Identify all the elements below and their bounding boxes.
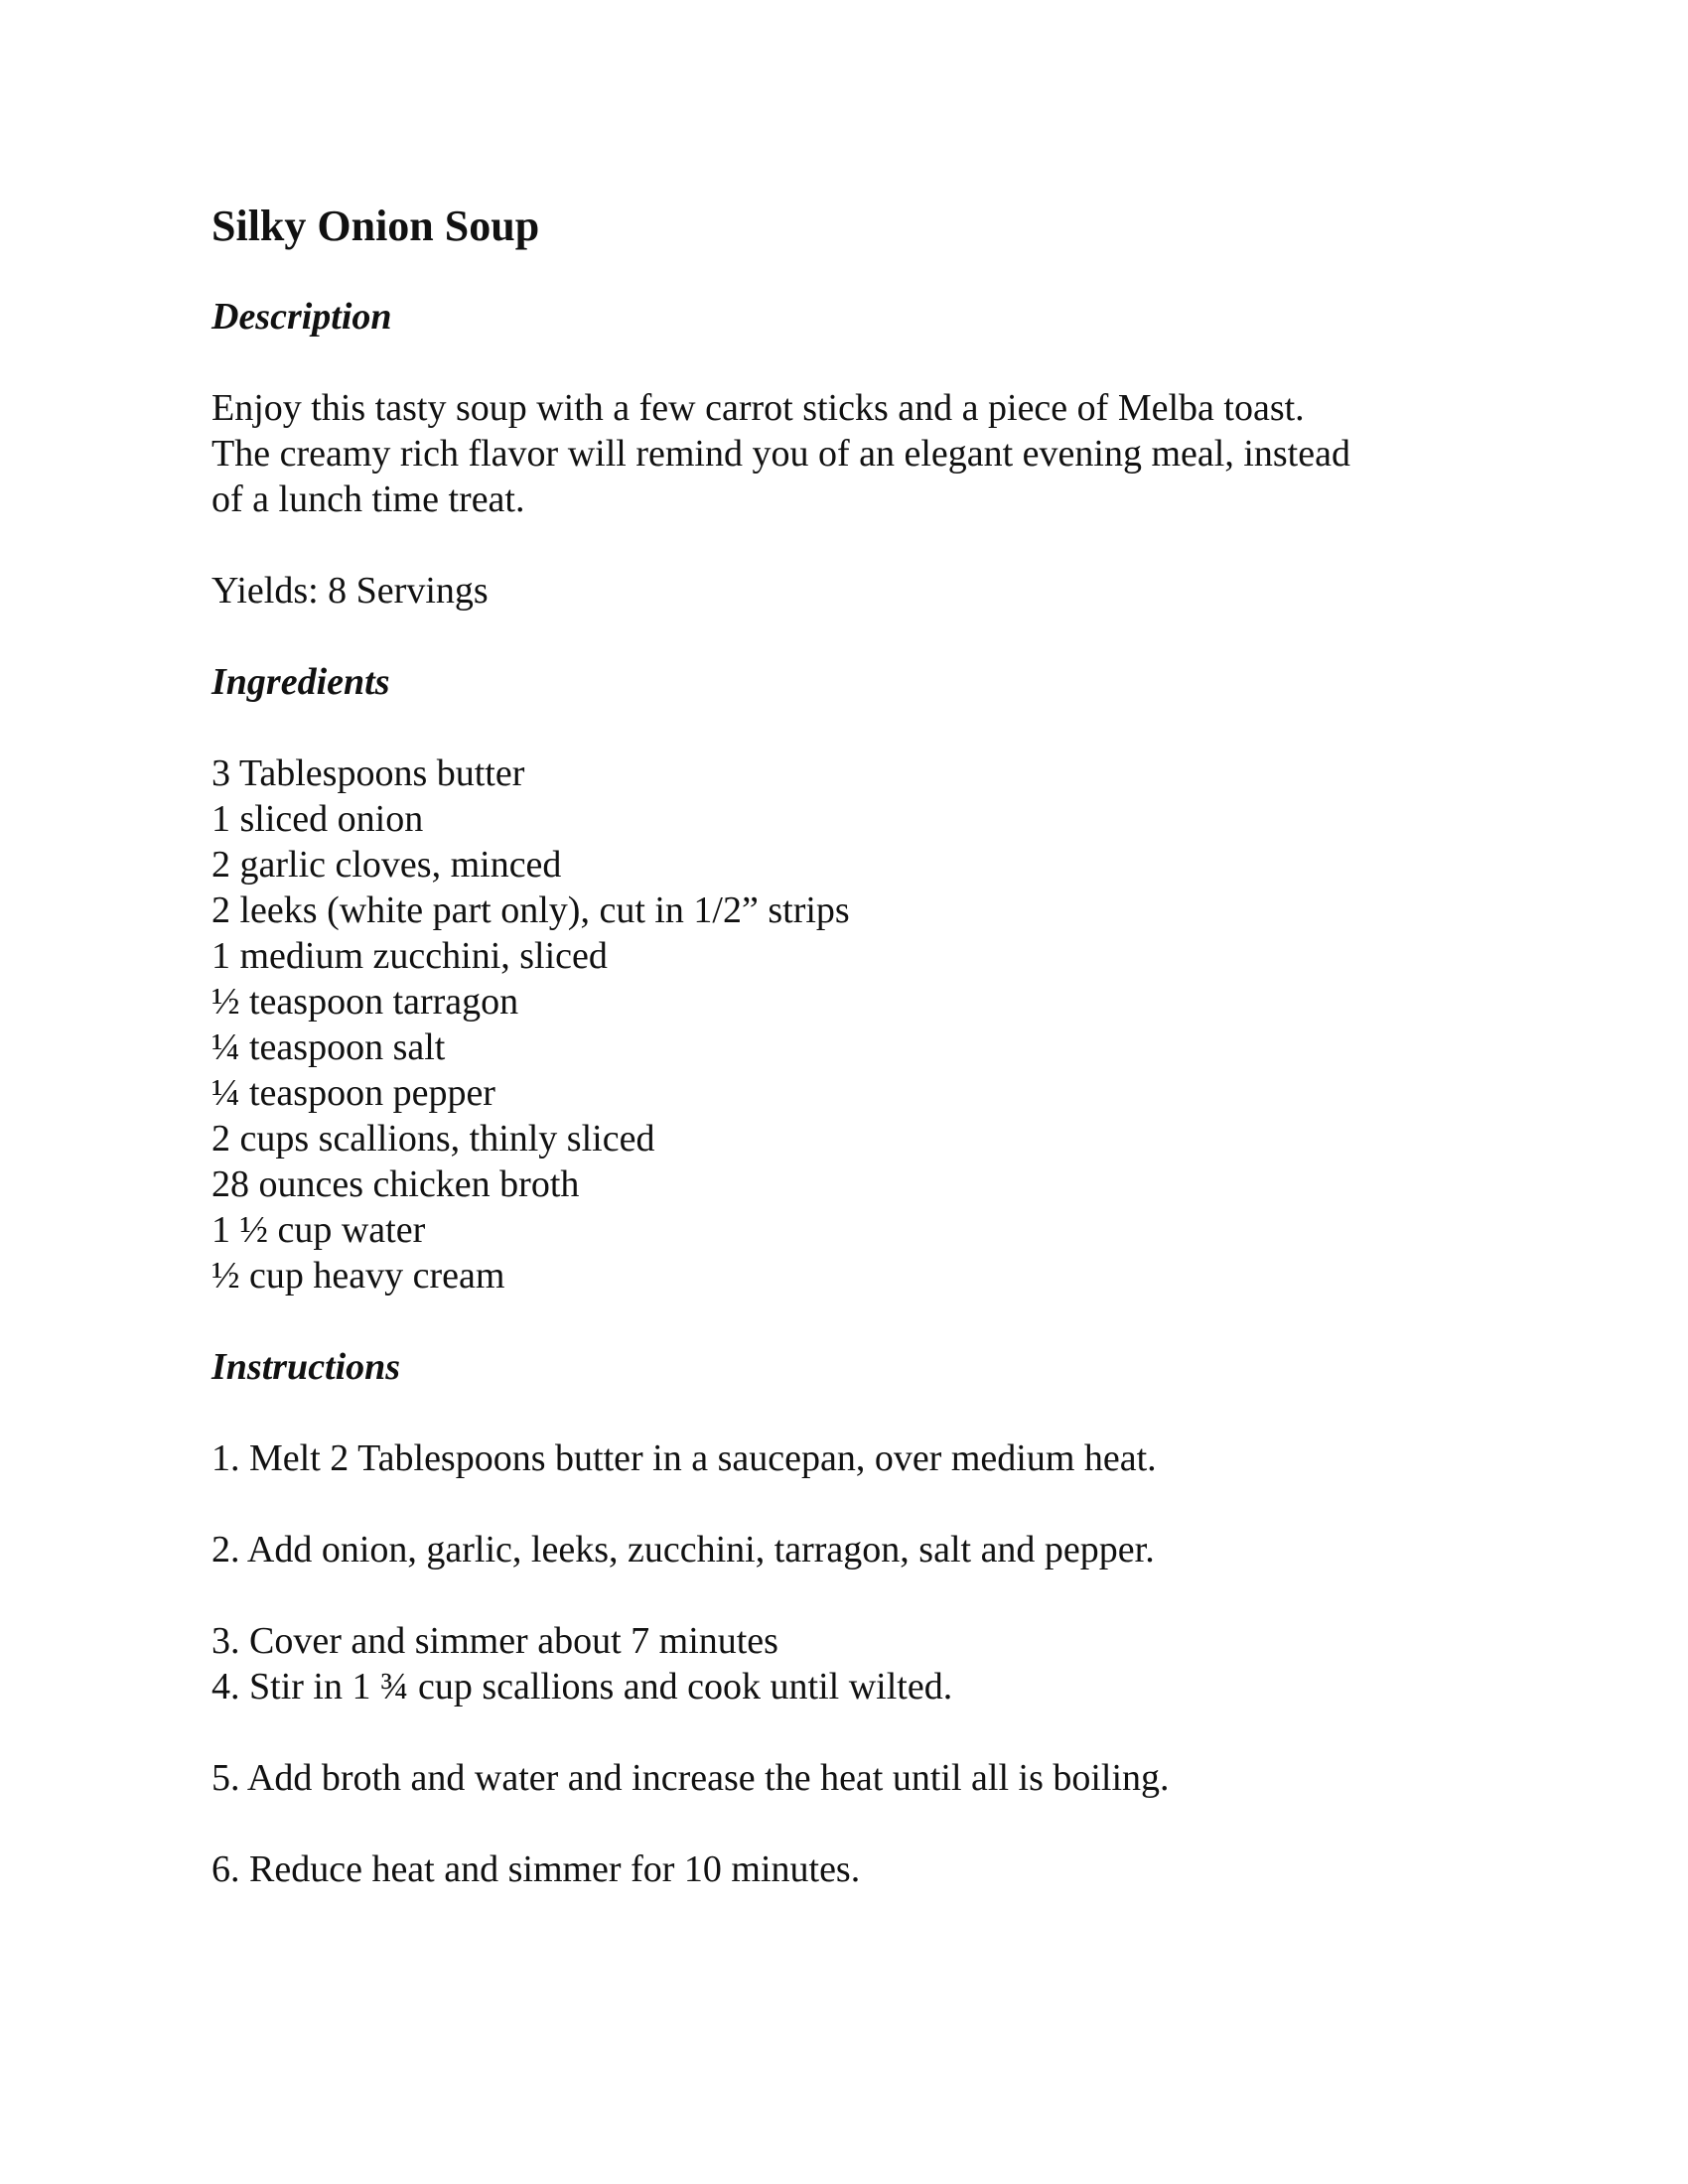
ingredient-item: ½ teaspoon tarragon [211, 981, 519, 1023]
spacer [211, 340, 1502, 385]
spacer [211, 1481, 1502, 1527]
ingredient-item: ¼ teaspoon salt [211, 1026, 446, 1068]
instruction-step: 1. Melt 2 Tablespoons butter in a saucepan, over medium heat. [211, 1437, 1157, 1479]
description-heading: Description [211, 296, 392, 338]
ingredient-item: 2 leeks (white part only), cut in 1/2” strips [211, 889, 850, 931]
spacer [211, 1572, 1502, 1618]
ingredient-item: 2 cups scallions, thinly sliced [211, 1118, 655, 1160]
ingredient-item: ¼ teaspoon pepper [211, 1072, 495, 1114]
instruction-step: 4. Stir in 1 ¾ cup scallions and cook until wilted. [211, 1666, 953, 1707]
spacer [211, 705, 1502, 751]
ingredient-item: ½ cup heavy cream [211, 1255, 505, 1297]
ingredient-item: 1 sliced onion [211, 798, 424, 840]
spacer [211, 522, 1502, 568]
instruction-step: 5. Add broth and water and increase the heat until all is boiling. [211, 1757, 1170, 1799]
spacer [211, 1709, 1502, 1755]
description-paragraph [211, 385, 1502, 522]
ingredient-item: 1 medium zucchini, sliced [211, 935, 608, 977]
ingredient-item: 2 garlic cloves, minced [211, 844, 562, 886]
description-line: Enjoy this tasty soup with a few carrot sticks and a piece of Melba toast. [211, 387, 1305, 429]
ingredient-item: 28 ounces chicken broth [211, 1163, 580, 1205]
description-line: of a lunch time treat. [211, 478, 525, 520]
spacer [211, 254, 1502, 294]
ingredient-item: 3 Tablespoons butter [211, 752, 525, 794]
instruction-step: 2. Add onion, garlic, leeks, zucchini, tarragon, salt and pepper. [211, 1529, 1155, 1570]
yields-text: Yields: 8 Servings [211, 570, 489, 612]
recipe-document [211, 199, 1502, 1892]
instruction-step: 3. Cover and simmer about 7 minutes [211, 1620, 778, 1662]
instructions-heading: Instructions [211, 1346, 401, 1388]
ingredient-item: 1 ½ cup water [211, 1209, 426, 1251]
spacer [211, 1390, 1502, 1435]
description-line: The creamy rich flavor will remind you of an elegant evening meal, instead [211, 433, 1350, 475]
ingredients-heading: Ingredients [211, 661, 390, 703]
instructions-list [211, 1435, 1502, 1892]
spacer [211, 1298, 1502, 1344]
instruction-step: 6. Reduce heat and simmer for 10 minutes. [211, 1848, 861, 1890]
recipe-title: Silky Onion Soup [211, 202, 540, 250]
spacer [211, 1801, 1502, 1846]
ingredients-list [211, 751, 1502, 1298]
spacer [211, 614, 1502, 659]
